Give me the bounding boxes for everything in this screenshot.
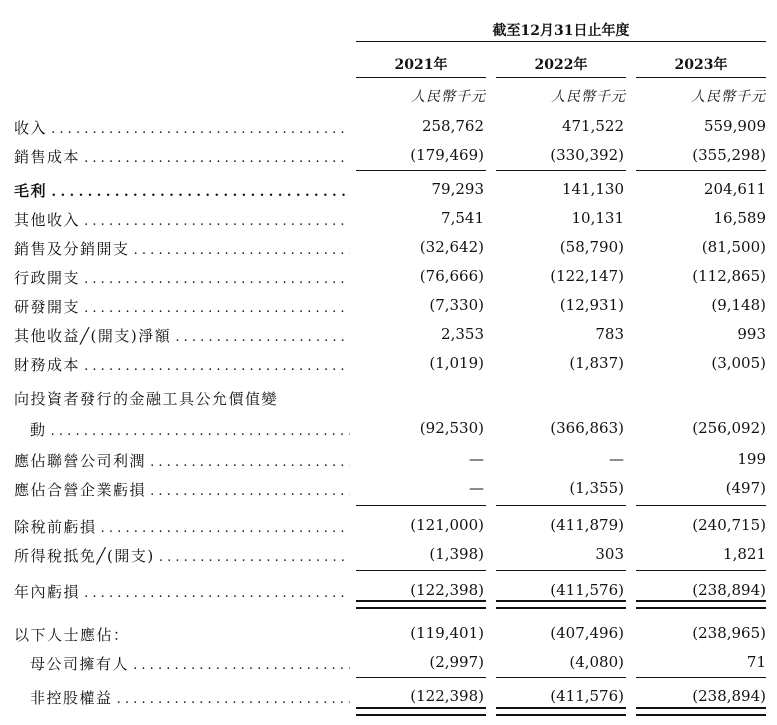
row-label: 銷售成本 . . . <box>14 146 350 167</box>
row-value-2021: 258,762 <box>421 117 484 135</box>
row-label: 應佔聯營公司利潤 . . . <box>14 450 350 471</box>
row-value-2023: (81,500) <box>701 238 766 256</box>
row-value-2021: 2,353 <box>441 325 484 343</box>
row-value-2022: (366,863) <box>550 419 624 437</box>
row-value-2021: (32,642) <box>419 238 484 256</box>
row-value-2023: (240,715) <box>692 516 766 534</box>
row-label: 動 . . . <box>30 419 350 440</box>
row-value-2021: (1,019) <box>429 354 484 372</box>
year-header-2023: 2023年 <box>674 57 728 73</box>
row-value-2021: (7,330) <box>429 296 484 314</box>
row-value-2023: (238,894) <box>692 581 766 599</box>
row-value-2023: (256,092) <box>692 419 766 437</box>
row-value-2022: 141,130 <box>561 180 624 198</box>
table-row <box>0 475 777 503</box>
row-value-2022: (411,879) <box>550 516 624 534</box>
subtotal-rule <box>356 677 486 678</box>
row-label: 研發開支 . . . <box>14 296 350 317</box>
row-value-2022: (12,931) <box>559 296 624 314</box>
row-value-2021: (119,401) <box>410 624 484 642</box>
period-header: 截至12月31日止年度 <box>492 23 630 39</box>
row-label: 所得稅抵免╱(開支) . . . <box>14 545 350 566</box>
row-value-2021: — <box>469 450 484 468</box>
row-value-2023: 559,909 <box>703 117 766 135</box>
row-label: 銷售及分銷開支 . . . <box>14 238 350 259</box>
table-row <box>0 113 777 141</box>
subtotal-rule <box>356 570 486 571</box>
row-label: 應佔合營企業虧損 . . . <box>14 479 350 500</box>
row-value-2021: (92,530) <box>419 419 484 437</box>
table-row <box>0 512 777 540</box>
subtotal-rule <box>636 505 766 506</box>
row-value-2021: (122,398) <box>410 687 484 705</box>
row-value-2022: (407,496) <box>550 624 624 642</box>
row-label: 其他收入 . . . <box>14 209 350 230</box>
row-value-2022: (411,576) <box>550 687 624 705</box>
total-double-rule <box>356 707 486 716</box>
row-label: 財務成本 . . . <box>14 354 350 375</box>
table-row <box>0 176 777 204</box>
row-value-2023: 199 <box>737 450 766 468</box>
row-value-2021: 7,541 <box>441 209 484 227</box>
subtotal-rule <box>636 570 766 571</box>
subtotal-rule <box>496 570 626 571</box>
period-header-rule <box>356 41 766 42</box>
table-row <box>0 649 777 677</box>
row-label: 向投資者發行的金融工具公允價值變 <box>14 390 279 408</box>
unit-label: 人民幣千元 <box>411 89 486 105</box>
row-value-2023: 16,589 <box>713 209 766 227</box>
row-value-2022: — <box>609 450 624 468</box>
row-value-2021: (179,469) <box>410 146 484 164</box>
row-value-2022: (4,080) <box>569 653 624 671</box>
total-double-rule <box>356 600 486 609</box>
row-label: 行政開支 . . . <box>14 267 350 288</box>
table-row <box>0 384 777 412</box>
row-value-2023: (497) <box>725 479 766 497</box>
unit-label: 人民幣千元 <box>551 89 626 105</box>
row-value-2021: 79,293 <box>431 180 484 198</box>
total-double-rule <box>496 600 626 609</box>
row-label: 年內虧損 . . . <box>14 581 350 602</box>
row-label: 母公司擁有人 . . . <box>30 653 350 674</box>
subtotal-rule <box>636 677 766 678</box>
row-value-2022: (1,355) <box>569 479 624 497</box>
row-label: 以下人士應佔： <box>14 626 130 644</box>
subtotal-rule <box>356 505 486 506</box>
row-label: 其他收益╱(開支)淨額 . . . <box>14 325 350 346</box>
row-value-2021: (121,000) <box>410 516 484 534</box>
table-row <box>0 541 777 569</box>
year-header-rule <box>636 77 766 78</box>
subtotal-rule <box>636 170 766 171</box>
row-value-2021: (2,997) <box>429 653 484 671</box>
row-label: 非控股權益 . . . <box>30 687 350 708</box>
year-header-2022: 2022年 <box>534 57 588 73</box>
total-double-rule <box>636 600 766 609</box>
table-row <box>0 350 777 378</box>
row-value-2021: — <box>469 479 484 497</box>
row-value-2021: (1,398) <box>429 545 484 563</box>
row-value-2023: 1,821 <box>723 545 766 563</box>
row-value-2023: (355,298) <box>692 146 766 164</box>
total-double-rule <box>636 707 766 716</box>
table-row <box>0 205 777 233</box>
table-row <box>0 415 777 443</box>
row-value-2023: (9,148) <box>711 296 766 314</box>
row-label: 除稅前虧損 . . . <box>14 516 350 537</box>
row-value-2023: (238,894) <box>692 687 766 705</box>
row-label: 收入 . . . <box>14 117 350 138</box>
subtotal-rule <box>496 170 626 171</box>
table-row <box>0 234 777 262</box>
row-value-2023: (112,865) <box>692 267 766 285</box>
table-row <box>0 292 777 320</box>
table-row <box>0 321 777 349</box>
row-value-2022: 303 <box>595 545 624 563</box>
row-value-2022: (411,576) <box>550 581 624 599</box>
total-double-rule <box>496 707 626 716</box>
row-value-2022: (330,392) <box>550 146 624 164</box>
table-row <box>0 620 777 648</box>
year-header-2021: 2021年 <box>394 57 448 73</box>
row-value-2022: 783 <box>595 325 624 343</box>
row-value-2023: 204,611 <box>703 180 766 198</box>
table-row <box>0 446 777 474</box>
row-value-2022: (58,790) <box>559 238 624 256</box>
row-value-2023: (3,005) <box>711 354 766 372</box>
row-value-2023: (238,965) <box>692 624 766 642</box>
row-value-2023: 993 <box>737 325 766 343</box>
subtotal-rule <box>496 505 626 506</box>
year-header-rule <box>496 77 626 78</box>
row-value-2021: (122,398) <box>410 581 484 599</box>
row-value-2022: (1,837) <box>569 354 624 372</box>
row-value-2023: 71 <box>746 653 766 671</box>
subtotal-rule <box>356 170 486 171</box>
year-header-rule <box>356 77 486 78</box>
table-row <box>0 263 777 291</box>
row-value-2022: (122,147) <box>550 267 624 285</box>
row-value-2022: 10,131 <box>571 209 624 227</box>
row-label: 毛利 . . . <box>14 180 350 201</box>
table-row <box>0 142 777 170</box>
unit-label: 人民幣千元 <box>691 89 766 105</box>
row-value-2022: 471,522 <box>561 117 624 135</box>
subtotal-rule <box>496 677 626 678</box>
row-value-2021: (76,666) <box>419 267 484 285</box>
